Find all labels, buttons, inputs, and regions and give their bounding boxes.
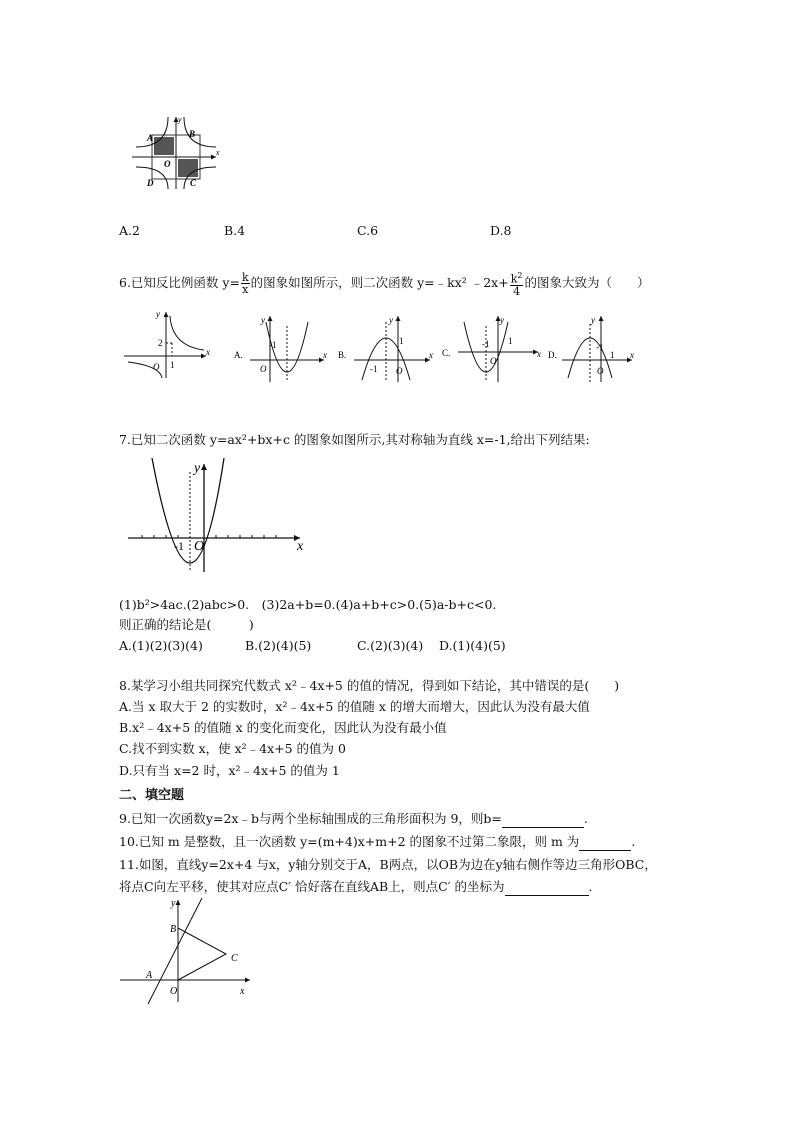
q6-c-label: C. — [442, 348, 451, 358]
q6-c-x: x — [537, 349, 541, 359]
q6-suffix: 的图象大致为（ ） — [524, 275, 650, 290]
q9-line — [119, 810, 588, 828]
q7-ask: 则正确的结论是( ) — [119, 617, 254, 632]
q7-o: O — [194, 539, 205, 554]
q10-end: . — [631, 834, 636, 849]
q7-option-b[interactable]: B.(2)(4)(5) — [245, 638, 312, 653]
q5-label-x: x — [216, 148, 220, 157]
q6-a-x: x — [323, 350, 327, 360]
q9-end: . — [583, 811, 588, 826]
q6-d-y: y — [591, 315, 595, 325]
q5-option-d[interactable]: D.8 — [490, 223, 512, 238]
q7-option-d[interactable]: D.(1)(4)(5) — [439, 638, 506, 653]
q11-end: . — [588, 879, 593, 894]
q6-b-label: B. — [338, 350, 347, 360]
q6-b-o: O — [396, 366, 403, 376]
q11-graph — [118, 896, 256, 1006]
q7-graph — [124, 458, 310, 574]
q5-label-c: C — [190, 178, 197, 188]
q6-mid: 的图象如图所示，则二次函数 y=﹣kx² ﹣2x+ — [250, 275, 509, 290]
q6-a-y: y — [261, 315, 265, 325]
q8-option-b[interactable]: B.x²﹣4x+5 的值随 x 的变化而变化，因此认为没有最小值 — [119, 720, 447, 735]
q6-option-c-graph[interactable] — [442, 312, 546, 384]
q6-main-o: O — [153, 362, 160, 372]
q6-d-x: x — [630, 350, 634, 360]
q5-option-c[interactable]: C.6 — [357, 223, 379, 238]
q7-y: y — [194, 461, 201, 476]
q6-a-o: O — [260, 364, 267, 374]
q6-main-two: 2 — [158, 338, 163, 348]
q10-answer-blank[interactable] — [579, 837, 631, 851]
q11-x: x — [240, 986, 245, 997]
q6-stem — [119, 268, 650, 298]
q5-figure — [128, 113, 224, 193]
q11-answer-blank[interactable] — [505, 882, 589, 896]
q6-d-m1: -1 — [596, 342, 604, 352]
q5-label-y: y — [178, 115, 182, 124]
q6-option-a-graph[interactable] — [232, 312, 330, 384]
q5-label-o: O — [164, 159, 171, 169]
q8-stem: 8.某学习小组共同探究代数式 x²﹣4x+5 的值的情况，得到如下结论，其中错误的是( ) — [119, 678, 620, 693]
q6-option-d-graph[interactable] — [546, 312, 638, 384]
q7-results: (1)b²>4ac.(2)abc>0. (3)2a+b=0.(4)a+b+c>0.(5)a-b+c<0. — [119, 597, 497, 612]
q7-option-a[interactable]: A.(1)(2)(3)(4) — [119, 638, 203, 653]
q11-b: B — [170, 924, 177, 935]
q9-text: 9.已知一次函数y=2x﹣b与两个坐标轴围成的三角形面积为 9，则b= — [119, 811, 502, 826]
q8-option-a[interactable]: A.当 x 取大于 2 的实数时，x²﹣4x+5 的值随 x 的增大而增大，因此认为没有最大值 — [119, 699, 590, 714]
q6-prefix: 6.已知反比例函数 y= — [119, 275, 240, 290]
q6-main-graph — [120, 308, 212, 380]
q6-a-m1: -1 — [269, 340, 277, 350]
q7-option-c[interactable]: C.(2)(3)(4) — [357, 638, 424, 653]
q6-b-m1: -1 — [370, 364, 378, 374]
q5-label-a: A — [147, 133, 154, 143]
q8-option-c[interactable]: C.找不到实数 x，使 x²﹣4x+5 的值为 0 — [119, 741, 346, 756]
q11-line2-wrap — [119, 878, 593, 896]
q6-a-label: A. — [234, 350, 243, 360]
q6-b-y: y — [389, 315, 393, 325]
q6-d-label: D. — [548, 350, 557, 360]
q8-option-d[interactable]: D.只有当 x=2 时，x²﹣4x+5 的值为 1 — [119, 763, 340, 778]
q6-c-one: 1 — [508, 336, 513, 346]
q6-fraction-k-over-x: $\frac{k}{x}$ — [241, 271, 249, 296]
q11-line2: 将点C向左平移，使其对应点C′ 恰好落在直线AB上，则点C′ 的坐标为 — [119, 879, 505, 894]
q11-a: A — [146, 970, 153, 981]
q5-shaded-upper-left — [154, 137, 174, 155]
q6-main-one: 1 — [170, 360, 175, 370]
q6-c-m1: -1 — [482, 339, 490, 349]
q10-text: 10.已知 m 是整数，且一次函数 y=(m+4)x+m+2 的图象不过第二象限，则 m 为 — [119, 834, 580, 849]
q6-fraction-k2-over-4: $\frac{k^2}{4}$ — [510, 271, 523, 298]
q7-stem: 7.已知二次函数 y=ax²+bx+c 的图象如图所示,其对称轴为直线 x=-1,给出下列结果: — [119, 432, 590, 447]
q5-option-b[interactable]: B.4 — [224, 223, 246, 238]
section-heading-fill-in: 二、填空题 — [119, 788, 185, 803]
q6-main-x: x — [206, 347, 210, 357]
q7-x: x — [297, 539, 304, 554]
q11-line1: 11.如图，直线y=2x+4 与x，y轴分别交于A，B两点，以OB为边在y轴右侧作等边三角形OBC， — [119, 857, 657, 872]
q5-shaded-lower-right — [178, 159, 198, 177]
q6-d-o: O — [597, 366, 604, 376]
q5-label-b: B — [189, 129, 196, 139]
q6-d-one: 1 — [610, 350, 615, 360]
q6-b-x: x — [429, 350, 433, 360]
q9-answer-blank[interactable] — [502, 814, 584, 828]
q11-o: O — [170, 986, 178, 997]
q6-option-b-graph[interactable] — [336, 312, 436, 384]
q6-c-o: O — [490, 356, 497, 366]
q6-c-y: y — [500, 315, 504, 325]
q5-label-d: D — [147, 178, 154, 188]
q5-option-a[interactable]: A.2 — [119, 223, 140, 238]
q11-c: C — [231, 953, 238, 964]
q11-y: y — [171, 898, 176, 909]
q6-b-one: 1 — [399, 336, 404, 346]
q7-m1: -1 — [174, 539, 184, 553]
q6-main-y: y — [156, 309, 160, 319]
q10-line — [119, 833, 635, 851]
